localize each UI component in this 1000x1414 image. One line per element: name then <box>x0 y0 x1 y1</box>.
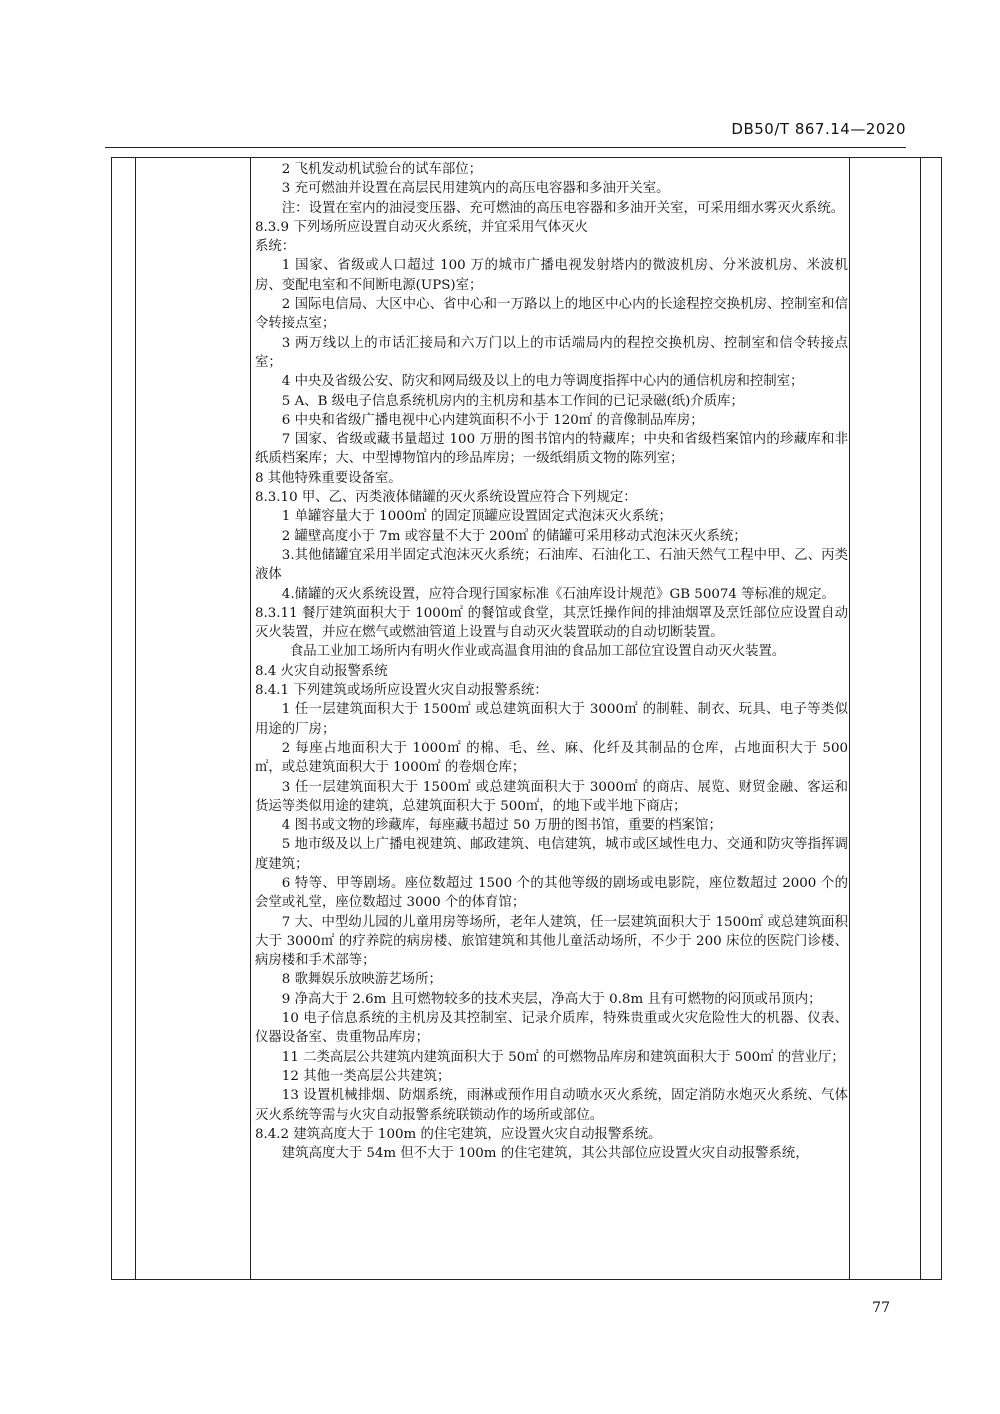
paragraph: 11 二类高层公共建筑内建筑面积大于 50㎡ 的可燃物品库房和建筑面积大于 500㎡ 的营业厅； <box>281 1049 845 1065</box>
paragraph: 3 两万线以上的市话汇接局和六万门以上的市话端局内的程控交换机房、控制室和信令转接点室； <box>255 335 848 370</box>
clause-heading: 8.4.2 建筑高度大于 100m 的住宅建筑，应设置火灾自动报警系统。 <box>255 1126 662 1142</box>
paragraph: 10 电子信息系统的主机房及其控制室、记录介质库，特殊贵重或火灾危险性大的机器、仪表、仪器设备室、贵重物品库房； <box>255 1011 848 1046</box>
paragraph: 8 其他特殊重要设备室。 <box>255 470 402 486</box>
paragraph: 4.储罐的灭火系统设置，应符合现行国家标准《石油库设计规范》GB 50074 等标准的规定。 <box>281 586 835 602</box>
paragraph: 4 图书或文物的珍藏库，每座藏书超过 50 万册的图书馆，重要的档案馆； <box>281 818 722 834</box>
clause-text <box>255 160 848 1163</box>
paragraph: 1 单罐容量大于 1000㎥ 的固定顶罐应设置固定式泡沫灭火系统； <box>281 509 672 525</box>
page-number: 77 <box>872 1300 890 1316</box>
paragraph: 食品工业加工场所内有明火作业或高温食用油的食品加工部位宜设置自动灭火装置。 <box>289 644 786 660</box>
clause-heading: 8.3.11 餐厅建筑面积大于 1000㎡ 的餐馆或食堂，其烹饪操作间的排油烟罩及烹饪部位应设置自动灭火装置，并应在燃气或燃油管道上设置与自动灭火装置联动的自动切断装置。 <box>255 605 848 641</box>
paragraph: 7 国家、省级或藏书量超过 100 万册的图书馆内的特藏库；中央和省级档案馆内的珍藏库和非纸质档案库；大、中型博物馆内的珍品库房；一级纸绢质文物的陈列室； <box>255 432 848 467</box>
paragraph: 1 任一层建筑面积大于 1500㎡ 或总建筑面积大于 3000㎡ 的制鞋、制衣、玩具、电子等类似用途的厂房； <box>255 702 848 737</box>
paragraph: 2 罐壁高度小于 7m 或容量不大于 200㎥ 的储罐可采用移动式泡沫灭火系统； <box>281 528 747 544</box>
clause-heading: 8.4.1 下列建筑或场所应设置火灾自动报警系统： <box>255 683 548 699</box>
note-paragraph: 注：设置在室内的油浸变压器、充可燃油的高压电容器和多油开关室，可采用细水雾灭火系统。 <box>281 200 845 216</box>
paragraph: 5 地市级及以上广播电视建筑、邮政建筑、电信建筑，城市或区域性电力、交通和防灾等指挥调度建筑； <box>255 837 848 872</box>
paragraph: 6 中央和省级广播电视中心内建筑面积不小于 120㎡ 的音像制品库房； <box>281 412 704 428</box>
paragraph: 8 歌舞娱乐放映游艺场所； <box>281 972 442 988</box>
paragraph: 9 净高大于 2.6m 且可燃物较多的技术夹层，净高大于 0.8m 且有可燃物的闷顶或吊顶内； <box>281 991 822 1007</box>
column-divider-1 <box>135 158 136 1279</box>
paragraph: 2 国际电信局、大区中心、省中心和一万路以上的地区中心内的长途程控交换机房、控制室和信令转接点室； <box>255 297 848 332</box>
paragraph: 13 设置机械排烟、防烟系统，雨淋或预作用自动喷水灭火系统，固定消防水炮灭火系统、气体灭火系统等需与火灾自动报警系统联锁动作的场所或部位。 <box>255 1088 848 1123</box>
paragraph: 12 其他一类高层公共建筑； <box>281 1068 451 1084</box>
paragraph: 3 任一层建筑面积大于 1500㎡ 或总建筑面积大于 3000㎡ 的商店、展览、财贸金融、客运和货运等类似用途的建筑，总建筑面积大于 500㎡，的地下或半地下商店； <box>255 779 848 814</box>
clause-heading: 8.3.10 甲、乙、丙类液体储罐的灭火系统设置应符合下列规定： <box>255 490 637 506</box>
paragraph: 2 飞机发动机试验台的试车部位； <box>281 162 483 177</box>
paragraph: 2 每座占地面积大于 1000㎡ 的棉、毛、丝、麻、化纤及其制品的仓库，占地面积大于 500㎡，或总建筑面积大于 1000㎡ 的卷烟仓库； <box>255 740 848 776</box>
column-divider-4 <box>920 158 921 1279</box>
paragraph: 5 A、B 级电子信息系统机房内的主机房和基本工作间的已记录磁(纸)介质库； <box>281 393 744 409</box>
paragraph: 7 大、中型幼儿园的儿童用房等场所，老年人建筑，任一层建筑面积大于 1500㎡ 或总建筑面积大于 3000㎡ 的疗养院的病房楼、旅馆建筑和其他儿童活动场所，不少于 200 床位的医院门诊楼、病房楼和手术部等； <box>255 914 848 969</box>
section-heading: 8.4 火灾自动报警系统 <box>255 663 388 679</box>
paragraph: 1 国家、省级或人口超过 100 万的城市广播电视发射塔内的微波机房、分米波机房、米波机房、变配电室和不间断电源(UPS)室； <box>255 258 848 293</box>
paragraph: 系统： <box>255 239 296 255</box>
paragraph: 3.其他储罐宜采用半固定式泡沫灭火系统；石油库、石油化工、石油天然气工程中甲、乙、丙类液体 <box>255 547 848 583</box>
paragraph: 6 特等、甲等剧场。座位数超过 1500 个的其他等级的剧场或电影院，座位数超过 2000 个的会堂或礼堂，座位数超过 3000 个的体育馆； <box>255 875 848 911</box>
paragraph: 3 充可燃油并设置在高层民用建筑内的高压电容器和多油开关室。 <box>281 181 670 197</box>
paragraph: 4 中央及省级公安、防灾和网局级及以上的电力等调度指挥中心内的通信机房和控制室； <box>281 374 804 390</box>
header-rule <box>105 147 906 148</box>
column-divider-3 <box>849 158 850 1279</box>
paragraph: 建筑高度大于 54m 但不大于 100m 的住宅建筑，其公共部位应设置火灾自动报警系统， <box>281 1146 809 1162</box>
clause-heading: 8.3.9 下列场所应设置自动灭火系统，并宜采用气体灭火 <box>255 219 588 235</box>
standard-number: DB50/T 867.14—2020 <box>731 120 906 138</box>
column-divider-2 <box>250 158 251 1279</box>
